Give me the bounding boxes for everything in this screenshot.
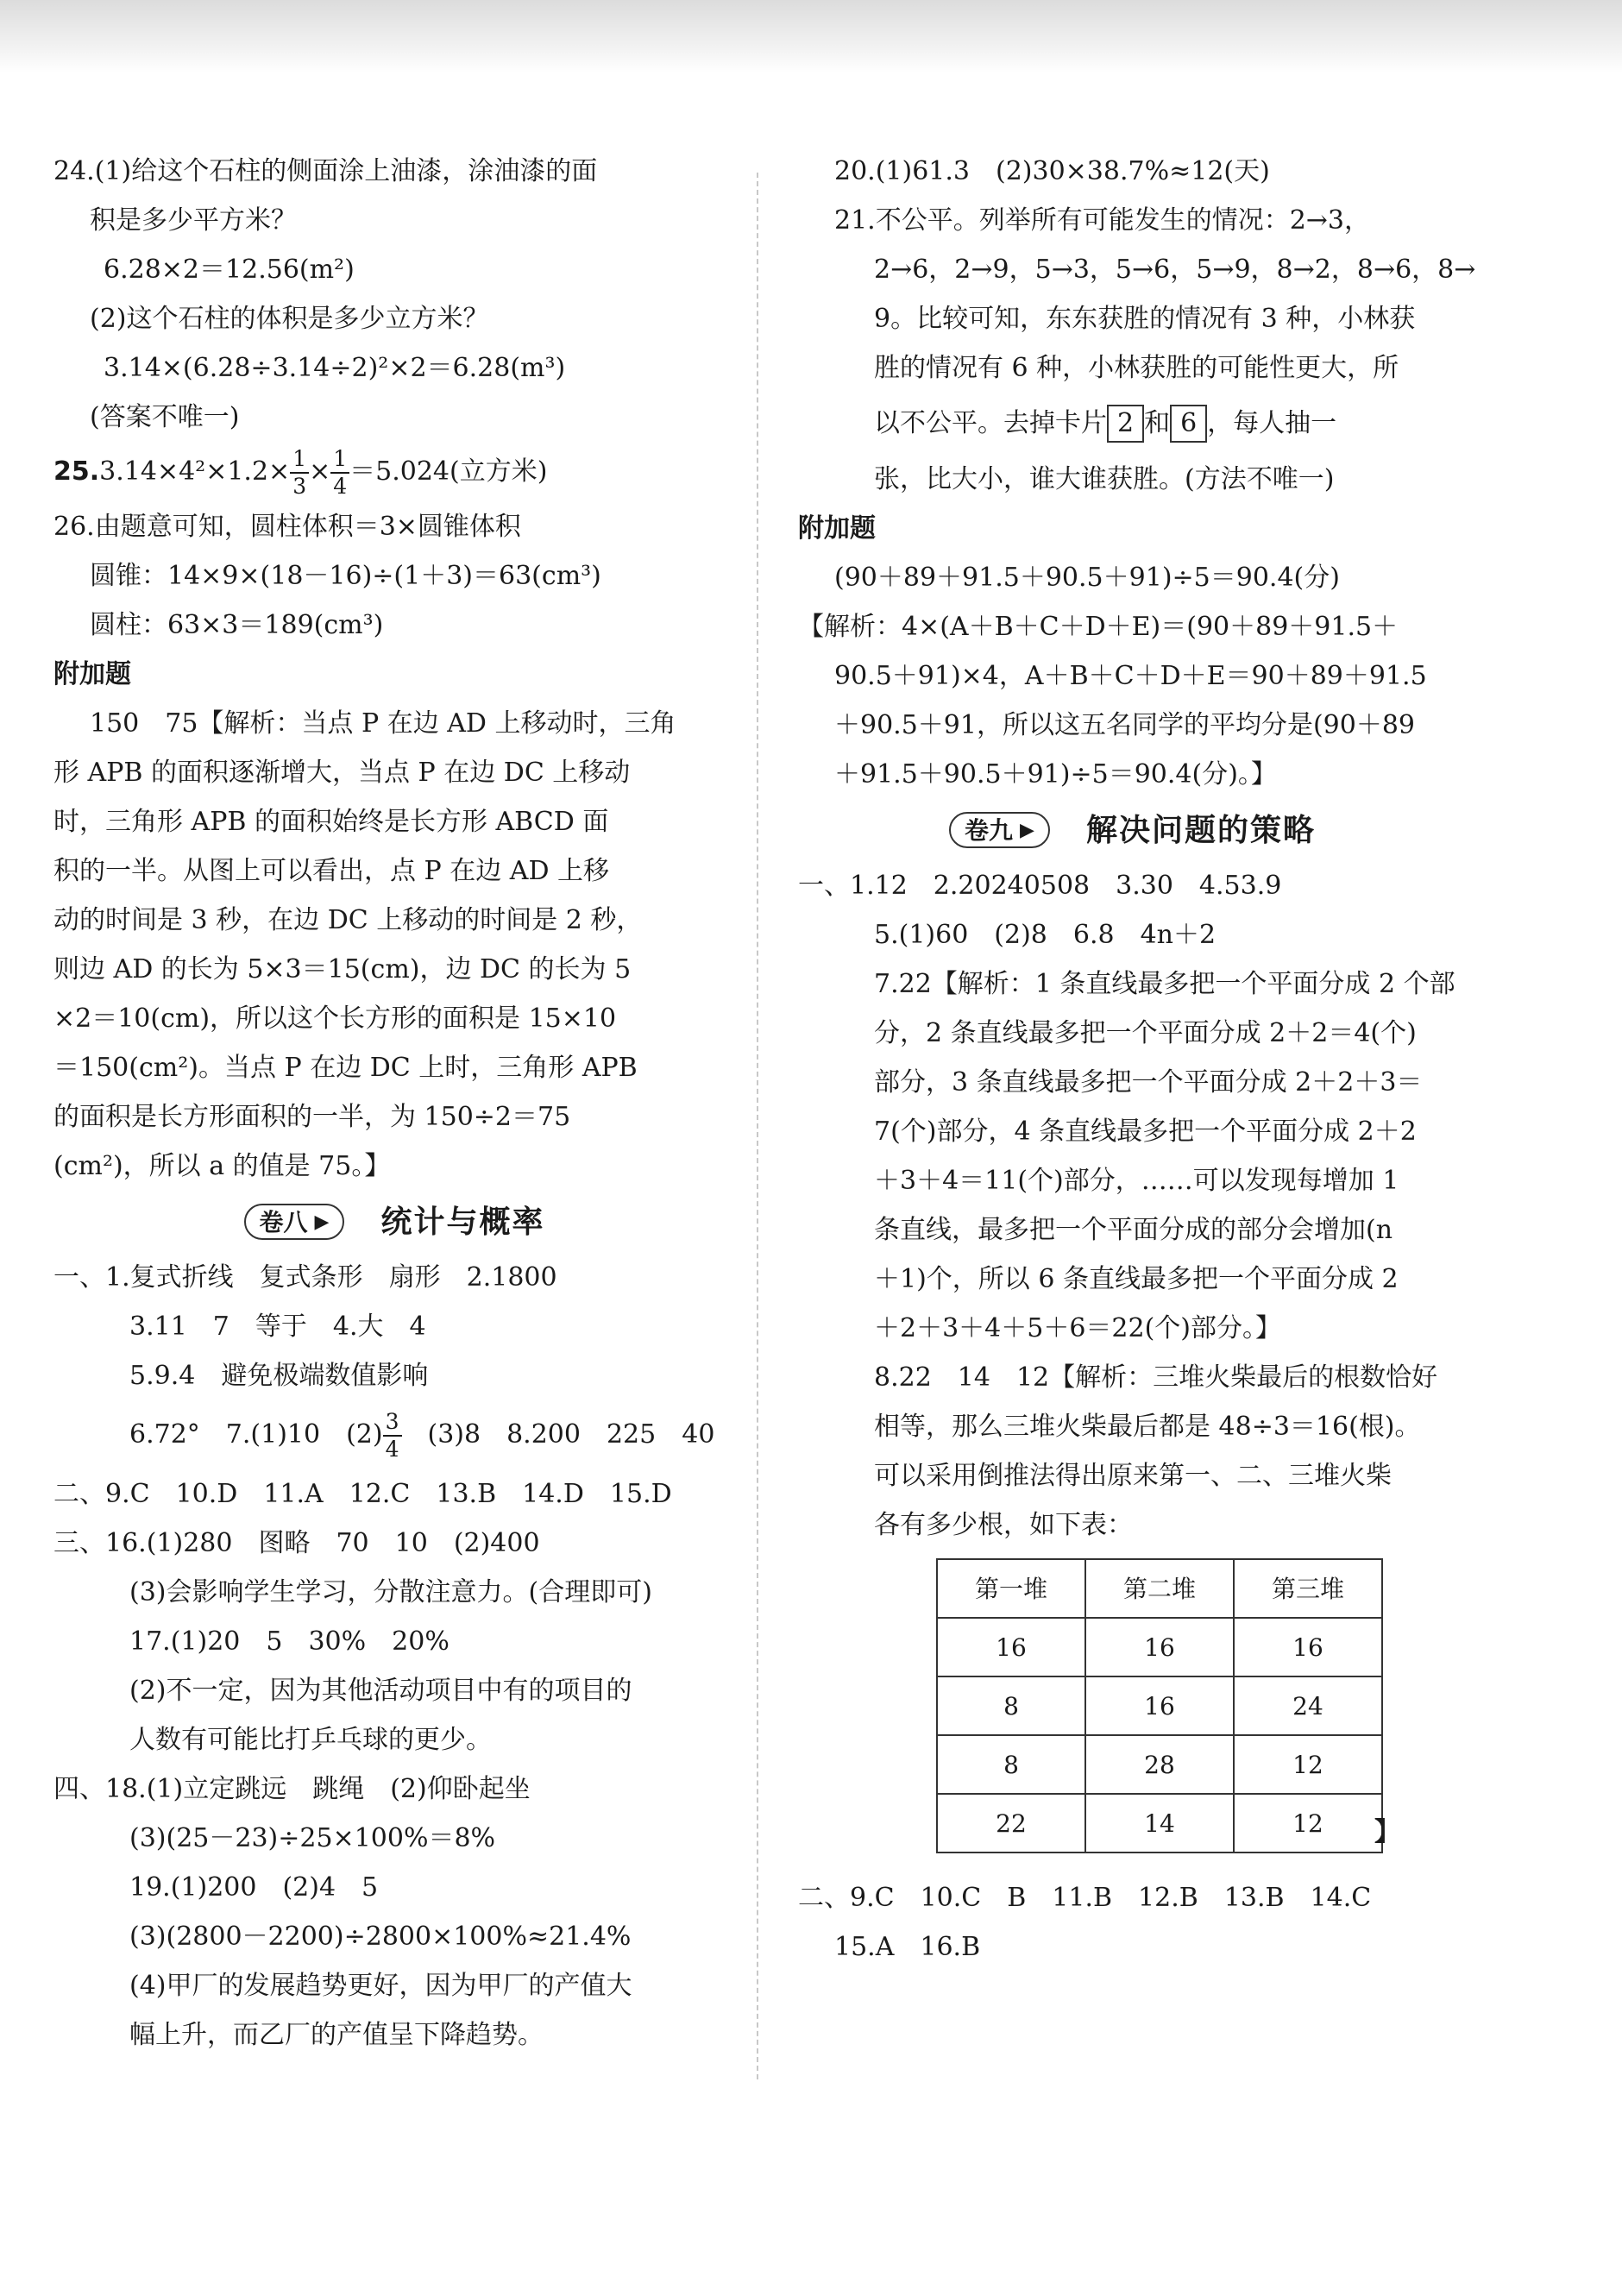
- s8-line-15: (4)甲厂的发展趋势更好，因为甲厂的产值大: [129, 1971, 632, 2001]
- line-20: 20.(1)61.3 (2)30×38.7%≈12(天): [834, 156, 1270, 186]
- matchstick-table-wrap: [798, 1550, 1400, 1853]
- bonus-left-6: 则边 AD 的长为 5×3＝15(cm)，边 DC 的长为 5: [53, 954, 632, 984]
- s8-line-8: 17.(1)20 5 30% 20%: [129, 1626, 450, 1657]
- s8-line-3: 5.9.4 避免极端数值影响: [129, 1361, 429, 1391]
- bonus-right-3: 90.5＋91)×4，A＋B＋C＋D＋E＝90＋89＋91.5: [834, 661, 1427, 691]
- table-cell: 16: [1085, 1676, 1234, 1735]
- line-24-2: 积是多少平方米？: [90, 205, 297, 236]
- line-21-5: 以不公平。去掉卡片 2 和 6 ，每人抽一: [798, 393, 1467, 455]
- table-closing-bracket: 】: [1374, 1817, 1400, 1847]
- q25-mid: ×: [309, 456, 331, 487]
- bonus-right-2: 【解析：4×(A＋B＋C＋D＋E)＝(90＋89＋91.5＋: [798, 612, 1399, 642]
- bonus-left-2: 形 APB 的面积逐渐增大，当点 P 在边 DC 上移动: [53, 758, 631, 788]
- bonus-left-3: 时，三角形 APB 的面积始终是长方形 ABCD 面: [53, 807, 609, 837]
- s8-line-16: 幅上升，而乙厂的产值呈下降趋势。: [129, 2020, 544, 2050]
- line-24-3: 6.28×2＝12.56(m²): [104, 255, 355, 285]
- s9-line-13: 可以采用倒推法得出原来第一、二、三堆火柴: [874, 1461, 1392, 1491]
- line-26-2: 圆锥：14×9×(18－16)÷(1＋3)＝63(cm³): [90, 561, 601, 591]
- s9-line-10: ＋2＋3＋4＋5＋6＝22(个)部分。】: [874, 1313, 1282, 1343]
- section-title-9: 解决问题的策略: [1085, 812, 1316, 848]
- table-cell: 12: [1234, 1735, 1382, 1794]
- line-26-1: 26.由题意可知，圆柱体积＝3×圆锥体积: [53, 512, 521, 542]
- table-cell: 16: [937, 1618, 1085, 1676]
- s8-line-5: 二、9.C 10.D 11.A 12.C 13.B 14.D 15.D: [53, 1479, 672, 1509]
- table-cell: 28: [1085, 1735, 1234, 1794]
- card-2: 2: [1107, 405, 1144, 443]
- line-21-4: 胜的情况有 6 种，小林获胜的可能性更大，所: [874, 353, 1399, 383]
- s8-line-14: (3)(2800－2200)÷2800×100%≈21.4%: [129, 1922, 632, 1952]
- bonus-right-5: ＋91.5＋90.5＋91)÷5＝90.4(分)。】: [834, 759, 1277, 789]
- s8-line-1: 一、1.复式折线 复式条形 扇形 2.1800: [53, 1262, 557, 1293]
- table-header-row: [937, 1559, 1382, 1618]
- bonus-left-8: ＝150(cm²)。当点 P 在边 DC 上时，三角形 APB: [53, 1053, 638, 1083]
- s8-line-10: 人数有可能比打乒乓球的更少。: [129, 1725, 492, 1755]
- s9-line-4: 分，2 条直线最多把一个平面分成 2＋2＝4(个): [874, 1018, 1417, 1048]
- line-21-3: 9。比较可知，东东获胜的情况有 3 种，小林获: [874, 304, 1416, 334]
- table-header: 第二堆: [1085, 1559, 1234, 1618]
- scan-shadow: [0, 0, 1622, 73]
- s8-line-2: 3.11 7 等于 4.大 4: [129, 1312, 426, 1342]
- table-row: [937, 1676, 1382, 1735]
- play-icon: ▶: [314, 1211, 330, 1233]
- line-26-3: 圆柱：63×3＝189(cm³): [90, 610, 384, 640]
- table-row: [937, 1735, 1382, 1794]
- table-row: [937, 1618, 1382, 1676]
- section-title-8: 统计与概率: [380, 1204, 545, 1240]
- table-row: [937, 1794, 1382, 1853]
- s9-line-1: 一、1.12 2.20240508 3.30 4.53.9: [798, 871, 1282, 901]
- table-cell: 8: [937, 1735, 1085, 1794]
- section-badge-9: 卷九 ▶: [949, 812, 1050, 848]
- table-cell: 24: [1234, 1676, 1382, 1735]
- bonus-left-9: 的面积是长方形面积的一半，为 150÷2＝75: [53, 1102, 571, 1132]
- q25-label: 25.: [53, 456, 100, 487]
- table-header: 第三堆: [1234, 1559, 1382, 1618]
- s9-line-5: 部分，3 条直线最多把一个平面分成 2＋2＋3＝: [874, 1067, 1423, 1098]
- table-cell: 8: [937, 1676, 1085, 1735]
- s8-line-7: (3)会影响学生学习，分散注意力。(合理即可): [129, 1577, 652, 1607]
- s9-line-6: 7(个)部分，4 条直线最多把一个平面分成 2＋2: [874, 1117, 1417, 1147]
- s8-line-12: (3)(25－23)÷25×100%＝8%: [129, 1823, 496, 1853]
- bonus-left-7: ×2＝10(cm)，所以这个长方形的面积是 15×10: [53, 1003, 617, 1034]
- s9-line-15: 二、9.C 10.C B 11.B 12.B 13.B 14.C: [798, 1883, 1372, 1913]
- line-25: [53, 442, 735, 502]
- s9-line-9: ＋1)个，所以 6 条直线最多把一个平面分成 2: [874, 1264, 1399, 1294]
- line-24-5: 3.14×(6.28÷3.14÷2)²×2＝6.28(m³): [104, 353, 566, 383]
- bonus-left-5: 动的时间是 3 秒，在边 DC 上移动的时间是 2 秒，: [53, 905, 643, 935]
- q25-post: ＝5.024(立方米): [349, 456, 548, 487]
- table-cell: 12: [1234, 1794, 1382, 1853]
- table-header: 第一堆: [937, 1559, 1085, 1618]
- s9-line-12: 相等，那么三堆火柴最后都是 48÷3＝16(根)。: [874, 1412, 1421, 1442]
- q25-pre: 3.14×4²×1.2×: [99, 456, 291, 487]
- s9-line-8: 条直线，最多把一个平面分成的部分会增加(n: [874, 1215, 1393, 1245]
- right-column: [798, 147, 1476, 1972]
- section-header-9: [798, 799, 1467, 861]
- q25-fraction-2: $\frac{1}{4}$: [330, 446, 349, 500]
- bonus-heading-left: 附加题: [53, 659, 131, 689]
- bonus-left-10: (cm²)，所以 a 的值是 75。】: [53, 1151, 391, 1181]
- s9-line-11: 8.22 14 12【解析：三堆火柴最后的根数恰好: [874, 1362, 1438, 1393]
- line-21-1: 21.不公平。列举所有可能发生的情况：2→3，: [834, 205, 1371, 236]
- play-icon: ▶: [1020, 819, 1034, 841]
- bonus-heading-right: 附加题: [798, 513, 876, 544]
- table-cell: 16: [1234, 1618, 1382, 1676]
- s8-line-11: 四、18.(1)立定跳远 跳绳 (2)仰卧起坐: [53, 1774, 531, 1804]
- line-24-6: (答案不唯一): [90, 402, 240, 432]
- bonus-right-1: (90＋89＋91.5＋90.5＋91)÷5＝90.4(分): [834, 563, 1340, 593]
- s9-line-2: 5.(1)60 (2)8 6.8 4n＋2: [874, 920, 1216, 950]
- s9-line-16: 15.A 16.B: [834, 1932, 981, 1962]
- s9-line-3: 7.22【解析：1 条直线最多把一个平面分成 2 个部: [874, 969, 1455, 999]
- line-21-2: 2→6，2→9，5→3，5→6，5→9，8→2，8→6，8→: [874, 255, 1476, 285]
- line-24-1: 24.(1)给这个石柱的侧面涂上油漆，涂油漆的面: [53, 156, 598, 186]
- section-badge-8: 卷八 ▶: [244, 1204, 345, 1240]
- line-24-4: (2)这个石柱的体积是多少立方米？: [90, 304, 489, 334]
- card-6: 6: [1170, 405, 1207, 443]
- q25-fraction-1: $\frac{1}{3}$: [290, 446, 309, 500]
- bonus-left-1: 150 75【解析：当点 P 在边 AD 上移动时，三角: [90, 708, 676, 739]
- table-cell: 14: [1085, 1794, 1234, 1853]
- s9-line-7: ＋3＋4＝11(个)部分，……可以发现每增加 1: [874, 1166, 1399, 1196]
- s8-line-q6: 6.72° 7.(1)10 (2) $\frac{3}{4}$ (3)8 8.200 225 40: [129, 1409, 715, 1462]
- bonus-left-4: 积的一半。从图上可以看出，点 P 在边 AD 上移: [53, 856, 610, 886]
- s8-line-9: (2)不一定，因为其他活动项目中有的项目的: [129, 1676, 632, 1706]
- table-cell: 16: [1085, 1618, 1234, 1676]
- line-21-6: 张，比大小，谁大谁获胜。(方法不唯一): [874, 464, 1335, 494]
- table-cell: 22: [937, 1794, 1085, 1853]
- s9-line-14: 各有多少根，如下表：: [874, 1510, 1133, 1540]
- section-header-8: [53, 1191, 735, 1253]
- matchstick-table: [936, 1558, 1383, 1853]
- left-column: [53, 147, 735, 2060]
- s8-line-13: 19.(1)200 (2)4 5: [129, 1872, 379, 1903]
- s8-line-6: 三、16.(1)280 图略 70 10 (2)400: [53, 1528, 540, 1558]
- bonus-right-4: ＋90.5＋91，所以这五名同学的平均分是(90＋89: [834, 710, 1416, 740]
- column-divider: [757, 173, 758, 2079]
- q7-fraction: $\frac{3}{4}$: [383, 1409, 402, 1463]
